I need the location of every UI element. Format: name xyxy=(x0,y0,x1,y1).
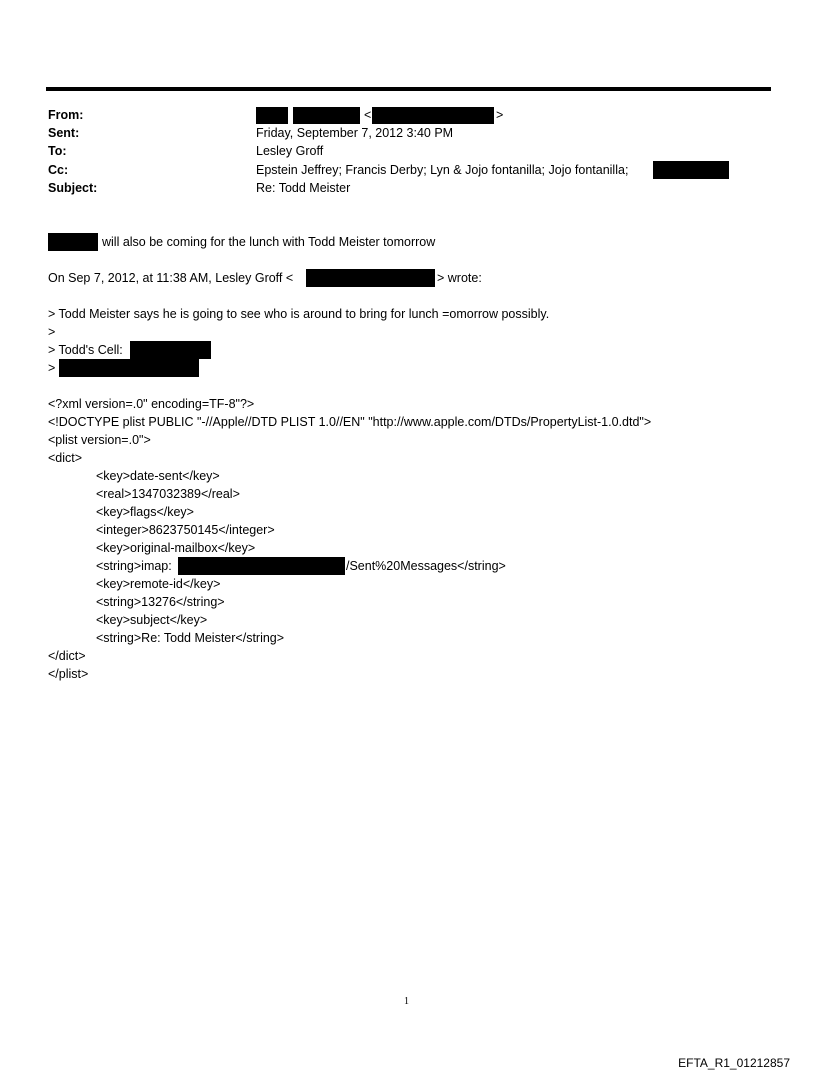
subject-value: Re: Todd Meister xyxy=(256,181,351,195)
redaction-imap xyxy=(178,557,345,575)
body-line-2-pre: On Sep 7, 2012, at 11:38 AM, Lesley Groff < xyxy=(48,271,294,285)
header-rule xyxy=(46,87,771,91)
sent-label: Sent: xyxy=(48,126,80,140)
redaction-groff-email xyxy=(306,269,435,287)
plist-key-flags: <key>flags</key> xyxy=(96,505,194,519)
quote-line-3: > Todd's Cell: xyxy=(48,343,123,357)
plist-string-remote-id: <string>13276</string> xyxy=(96,595,225,609)
footer-document-id: EFTA_R1_01212857 xyxy=(678,1056,790,1070)
plist-real: <real>1347032389</real> xyxy=(96,487,240,501)
plist-key-date-sent: <key>date-sent</key> xyxy=(96,469,220,483)
redaction-quote xyxy=(59,359,199,377)
sent-value: Friday, September 7, 2012 3:40 PM xyxy=(256,126,454,140)
quote-line-4: > xyxy=(48,361,56,375)
from-label: From: xyxy=(48,108,84,122)
plist-close: </plist> xyxy=(48,667,89,681)
from-lt: < xyxy=(364,108,372,122)
plist-key-subject: <key>subject</key> xyxy=(96,613,208,627)
redaction-cc xyxy=(653,161,729,179)
redaction-from-last xyxy=(293,107,360,124)
plist-open: <plist version=.0"> xyxy=(48,433,151,447)
redaction-from-email xyxy=(372,107,494,124)
plist-key-original-mailbox: <key>original-mailbox</key> xyxy=(96,541,256,555)
redaction-cell-number xyxy=(130,341,211,359)
cc-value: Epstein Jeffrey; Francis Derby; Lyn & Jojo fontanilla; Jojo fontanilla; xyxy=(256,163,629,177)
plist-key-remote-id: <key>remote-id</key> xyxy=(96,577,221,591)
body-line-2-post: > wrote: xyxy=(437,271,482,285)
subject-label: Subject: xyxy=(48,181,98,195)
plist-integer: <integer>8623750145</integer> xyxy=(96,523,275,537)
plist-doctype: <!DOCTYPE plist PUBLIC "-//Apple//DTD PLIST 1.0//EN" "http://www.apple.com/DTDs/PropertyList-1.0.dtd"> xyxy=(48,415,652,429)
plist-string-imap-post: /Sent%20Messages</string> xyxy=(346,559,506,573)
redaction-from-first xyxy=(256,107,288,124)
to-label: To: xyxy=(48,144,67,158)
plist-xml-decl: <?xml version=.0" encoding=TF-8"?> xyxy=(48,397,255,411)
plist-dict-open: <dict> xyxy=(48,451,83,465)
quote-line-1: > Todd Meister says he is going to see who is around to bring for lunch =omorrow possibly. xyxy=(48,307,550,321)
plist-string-imap-pre: <string>imap: xyxy=(96,559,172,573)
cc-label: Cc: xyxy=(48,163,69,177)
quote-line-2: > xyxy=(48,325,56,339)
body-line-1: will also be coming for the lunch with Todd Meister tomorrow xyxy=(102,235,436,249)
page-number: 1 xyxy=(404,996,409,1007)
plist-dict-close: </dict> xyxy=(48,649,86,663)
redaction-name xyxy=(48,233,98,251)
plist-string-subject: <string>Re: Todd Meister</string> xyxy=(96,631,285,645)
to-value: Lesley Groff xyxy=(256,144,324,158)
from-gt: > xyxy=(496,108,504,122)
